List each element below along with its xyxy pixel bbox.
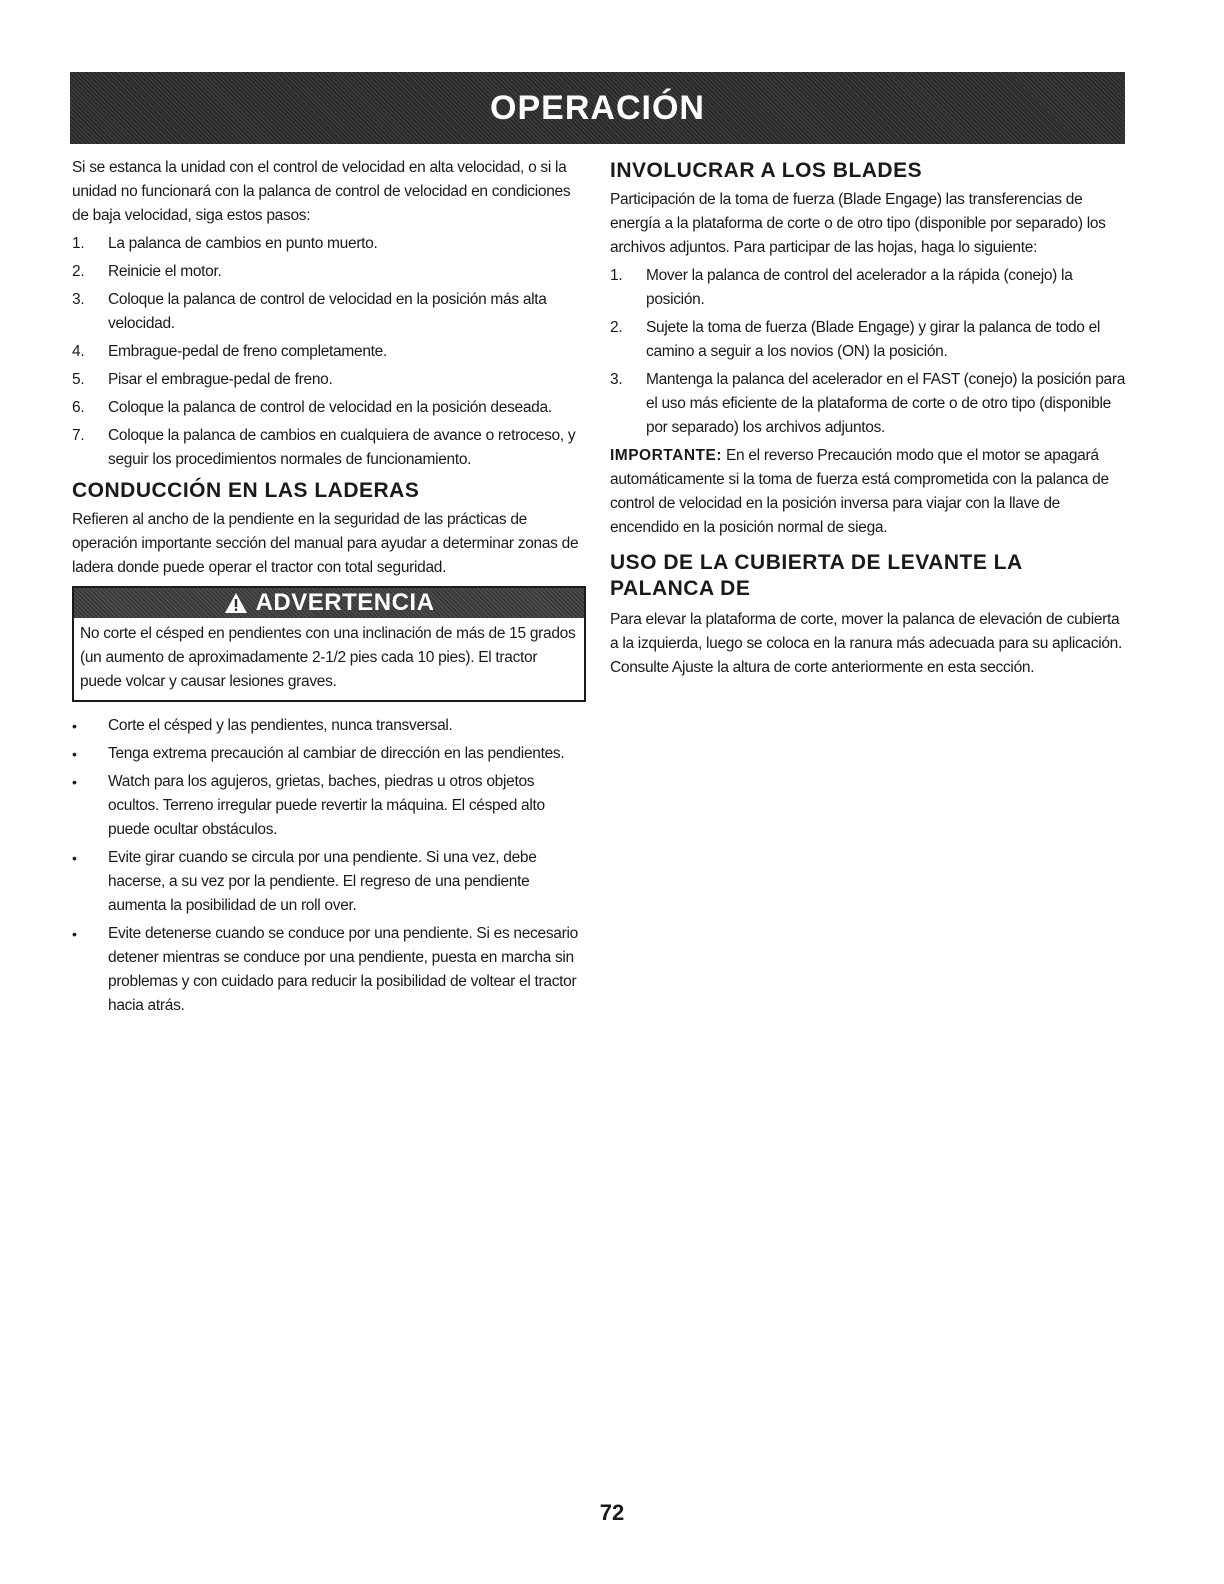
step-number: 2. [610, 319, 623, 336]
step-number: 1. [72, 235, 85, 252]
bullet-icon: • [72, 926, 77, 942]
list-item [72, 742, 586, 766]
important-label: IMPORTANTE: [610, 447, 722, 464]
important-text: En el reverso Precaución modo que el motor se apagará automáticamente si la toma de fuerza está comprometida con la palanca de control de velocidad en la posición inversa para viajar con la llave de encendido en la posición normal de siega. [610, 447, 1109, 536]
list-item [610, 368, 1126, 440]
list-item [72, 922, 586, 1018]
bullet-text: Corte el césped y las pendientes, nunca transversal. [108, 717, 453, 734]
step-text: Coloque la palanca de control de velocidad en la posición deseada. [108, 399, 552, 416]
deck-heading: USO DE LA CUBIERTA DE LEVANTE LA PALANCA DE [610, 551, 1022, 600]
stall-steps-list [72, 232, 586, 472]
list-item [72, 260, 586, 284]
bullet-text: Evite detenerse cuando se conduce por una pendiente. Si es necesario detener mientras se conduce por una pendiente, puesta en marcha sin problemas y con cuidado para reducir la posibilidad de voltear el tractor hacia atrás. [108, 925, 578, 1014]
list-item [72, 396, 586, 420]
bullet-icon: • [72, 718, 77, 734]
slopes-text: Refieren al ancho de la pendiente en la seguridad de las prácticas de operación importante sección del manual para ayudar a determinar zonas de ladera donde puede operar el tractor con total seguridad. [72, 511, 579, 576]
list-item [72, 368, 586, 392]
list-item [72, 846, 586, 918]
warning-box [72, 586, 586, 702]
step-number: 4. [72, 343, 85, 360]
warning-body [74, 618, 584, 700]
blades-intro: Participación de la toma de fuerza (Blade Engage) las transferencias de energía a la plataforma de corte o de otro tipo (disponible por separado) los archivos adjuntos. Para participar de las hojas, haga lo siguiente: [610, 191, 1106, 256]
bullet-icon: • [72, 746, 77, 762]
list-item [72, 714, 586, 738]
deck-text: Para elevar la plataforma de corte, mover la palanca de elevación de cubierta a la izquierda, luego se coloca en la ranura más adecuada para su aplicación. Consulte Ajuste la altura de corte anteriormente en esta sección. [610, 611, 1122, 676]
step-text: Coloque la palanca de cambios en cualquiera de avance o retroceso, y seguir los procedimientos normales de funcionamiento. [108, 427, 576, 468]
bullet-icon: • [72, 850, 77, 866]
right-column [610, 156, 1126, 680]
list-item [610, 264, 1126, 312]
important-note [610, 444, 1126, 540]
page-number: 72 [599, 1500, 625, 1525]
step-number: 2. [72, 263, 85, 280]
list-item [72, 424, 586, 472]
bullet-text: Tenga extrema precaución al cambiar de dirección en las pendientes. [108, 745, 565, 762]
section-title: OPERACIÓN [490, 88, 705, 127]
list-item [72, 340, 586, 364]
step-text: Reinicie el motor. [108, 263, 222, 280]
list-item [610, 316, 1126, 364]
list-item [72, 232, 586, 256]
slope-bullets-list [72, 714, 586, 1018]
step-text: Coloque la palanca de control de velocidad en la posición más alta velocidad. [108, 291, 547, 332]
step-number: 3. [72, 291, 85, 308]
bullet-icon: • [72, 774, 77, 790]
stall-intro: Si se estanca la unidad con el control de velocidad en alta velocidad, o si la unidad no funcionará con la palanca de control de velocidad en condiciones de baja velocidad, siga estos pasos: [72, 159, 571, 224]
step-text: Mover la palanca de control del acelerador a la rápida (conejo) la posición. [646, 267, 1073, 308]
warning-title: ADVERTENCIA [255, 589, 435, 616]
section-banner [70, 72, 1125, 144]
warning-triangle-icon [224, 592, 248, 614]
warning-text: No corte el césped en pendientes con una inclinación de más de 15 grados (un aumento de aproximadamente 2-1/2 pies cada 10 pies). El tractor puede volcar y causar lesiones graves. [80, 625, 576, 690]
step-number: 7. [72, 427, 85, 444]
step-number: 1. [610, 267, 623, 284]
blades-heading: INVOLUCRAR A LOS BLADES [610, 159, 923, 182]
warning-header [74, 588, 584, 618]
step-text: Mantenga la palanca del acelerador en el FAST (conejo) la posición para el uso más eficiente de la plataforma de corte o de otro tipo (disponible por separado) los archivos adjuntos. [646, 371, 1126, 436]
left-column [72, 156, 586, 1022]
bullet-text: Evite girar cuando se circula por una pendiente. Si una vez, debe hacerse, a su vez por la pendiente. El regreso de una pendiente aumenta la posibilidad de un roll over. [108, 849, 537, 914]
list-item [72, 770, 586, 842]
slopes-heading: CONDUCCIÓN EN LAS LADERAS [72, 479, 420, 502]
blades-steps-list [610, 264, 1126, 440]
list-item [72, 288, 586, 336]
step-text: Embrague-pedal de freno completamente. [108, 343, 387, 360]
bullet-text: Watch para los agujeros, grietas, baches, piedras u otros objetos ocultos. Terreno irregular puede revertir la máquina. El césped alto puede ocultar obstáculos. [108, 773, 545, 838]
step-number: 5. [72, 371, 85, 388]
step-text: La palanca de cambios en punto muerto. [108, 235, 378, 252]
step-number: 3. [610, 371, 623, 388]
step-text: Pisar el embrague-pedal de freno. [108, 371, 333, 388]
step-number: 6. [72, 399, 85, 416]
step-text: Sujete la toma de fuerza (Blade Engage) y girar la palanca de todo el camino a seguir a los novios (ON) la posición. [646, 319, 1101, 360]
